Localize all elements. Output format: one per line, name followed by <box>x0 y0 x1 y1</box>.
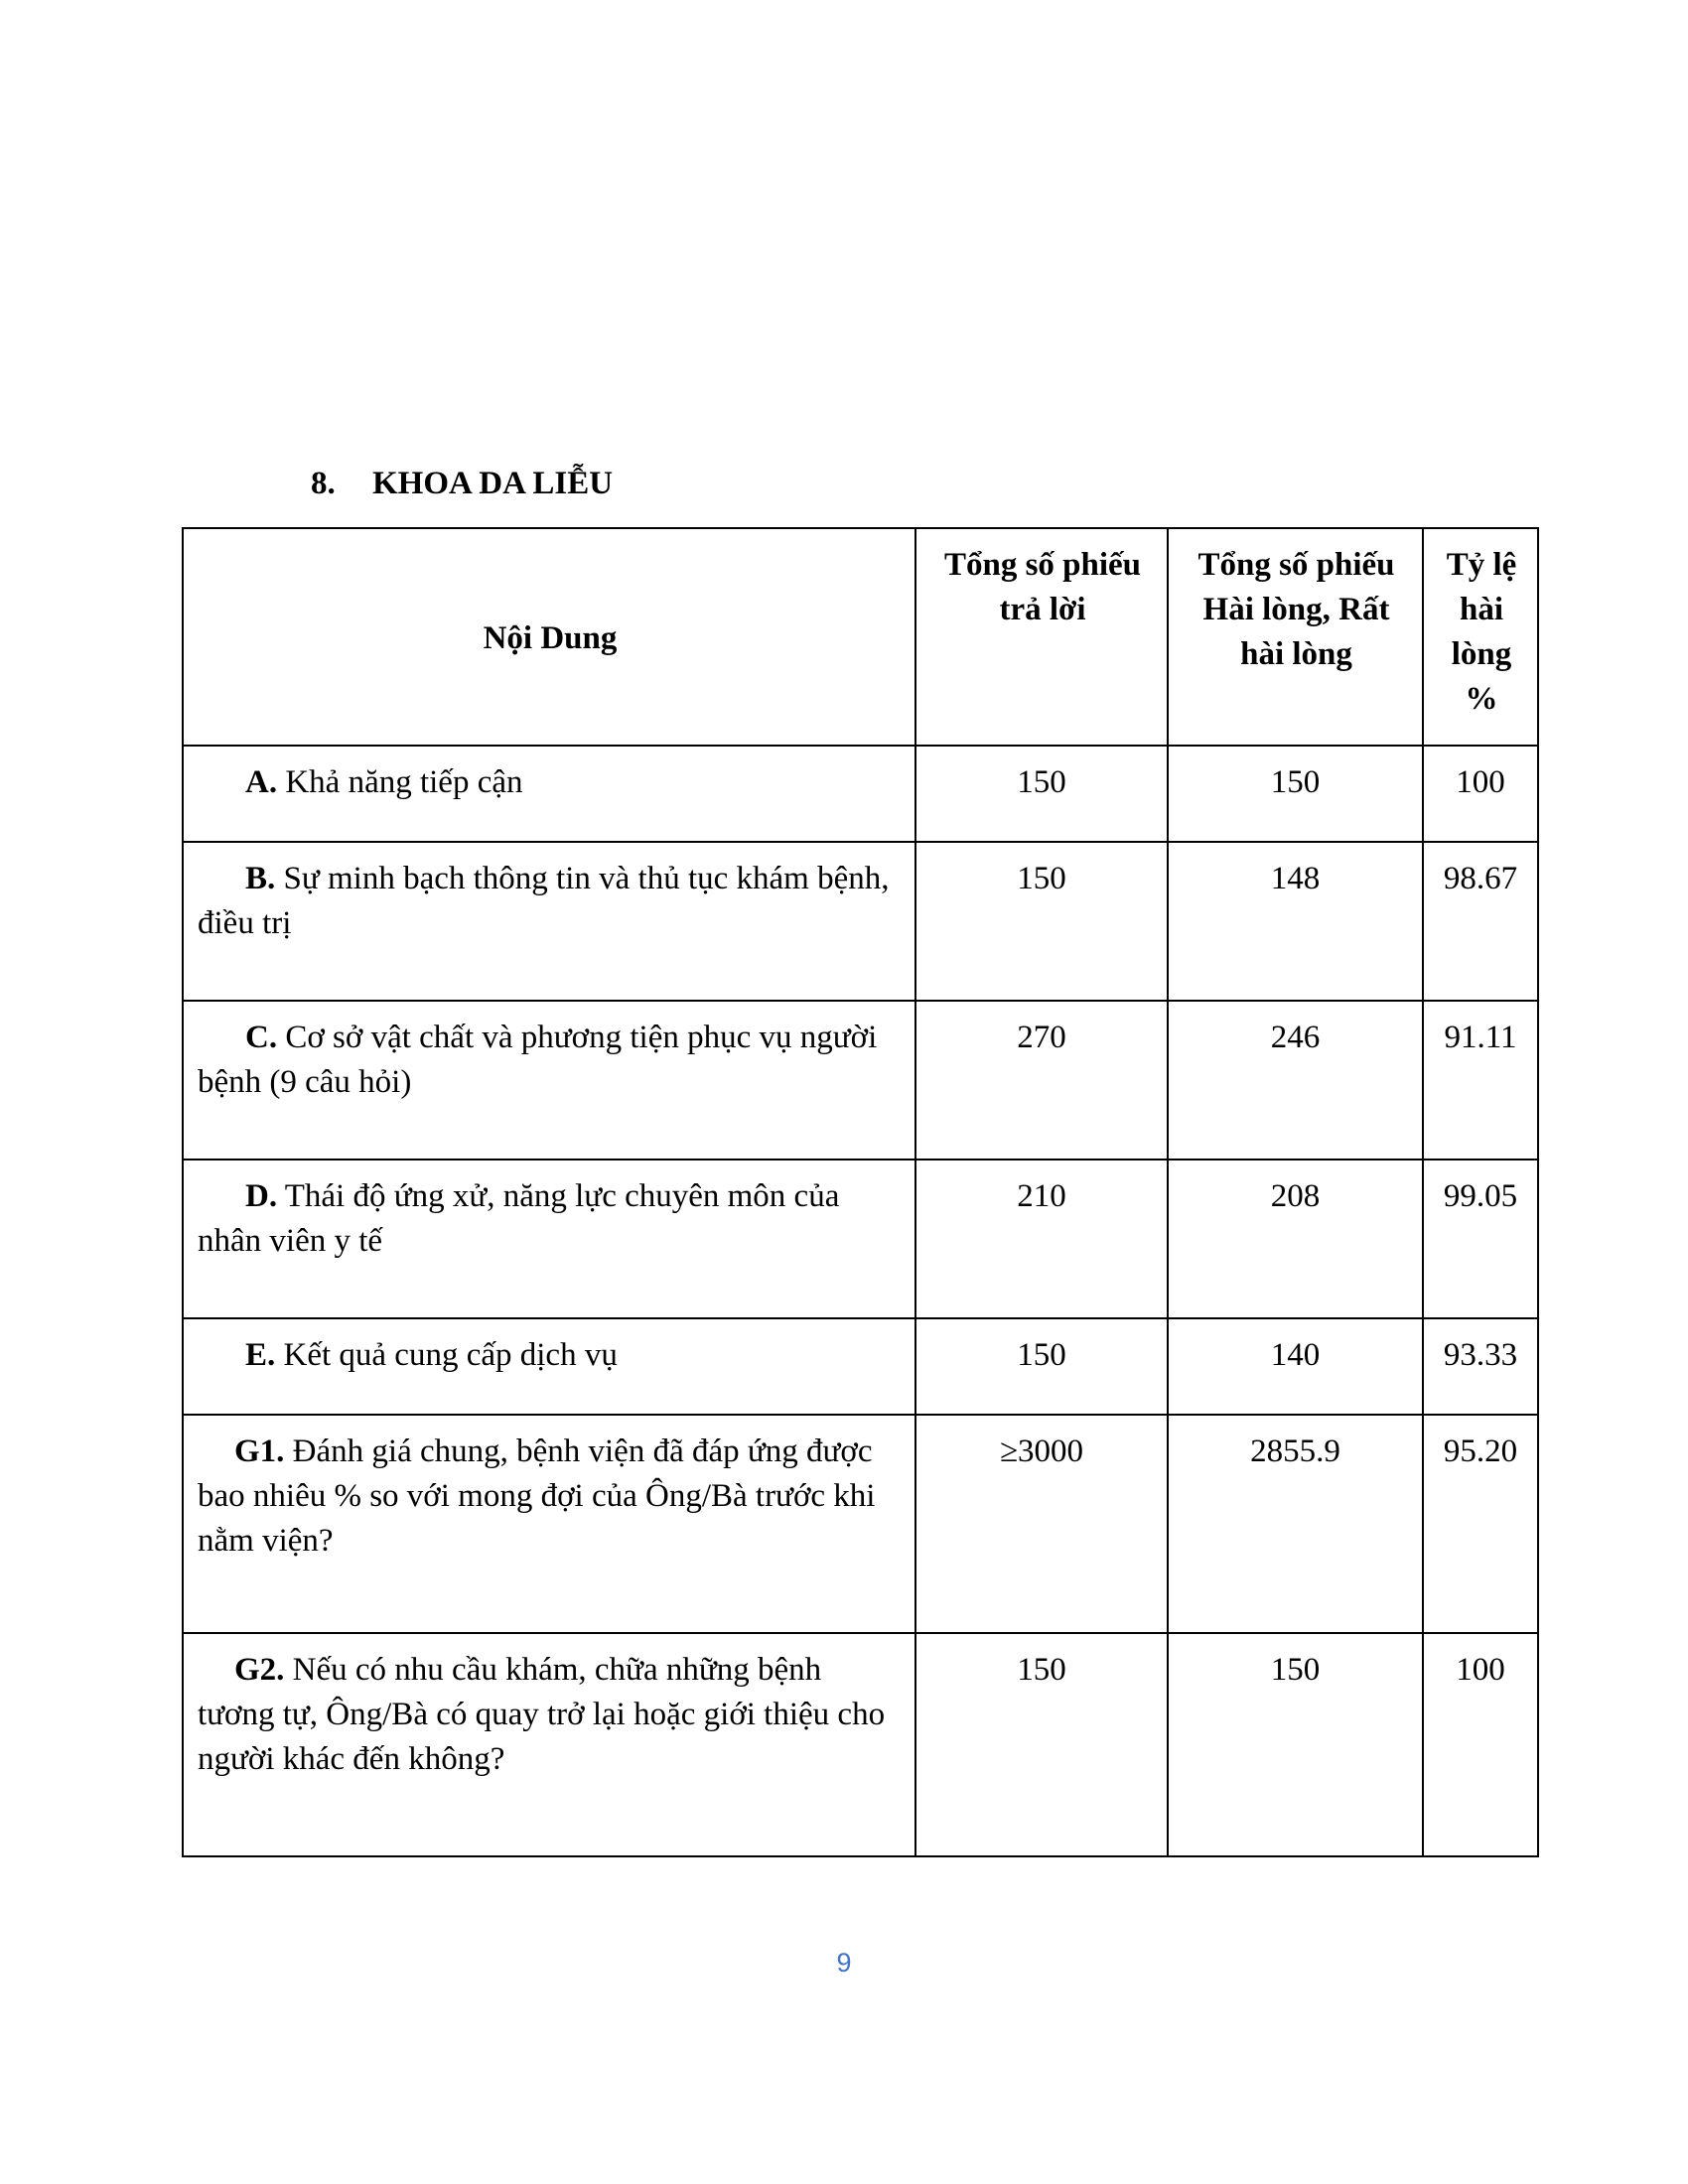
row-rate: 100 <box>1423 1633 1538 1856</box>
row-code: C. <box>245 1020 278 1055</box>
row-code: A. <box>245 764 278 800</box>
row-satisfied: 140 <box>1168 1318 1423 1415</box>
row-rate: 93.33 <box>1423 1318 1538 1415</box>
row-satisfied: 246 <box>1168 1001 1423 1160</box>
row-rate: 100 <box>1423 746 1538 842</box>
table-row <box>183 1160 1538 1318</box>
row-satisfied: 150 <box>1168 1633 1423 1856</box>
row-content <box>183 1415 915 1633</box>
satisfaction-table <box>182 527 1539 1857</box>
page-number: 9 <box>836 1948 852 1978</box>
row-total: 150 <box>915 1633 1168 1856</box>
row-total: 210 <box>915 1160 1168 1318</box>
table-row <box>183 842 1538 1001</box>
row-text: Nếu có nhu cầu khám, chữa những bệnh tương tự, Ông/Bà có quay trở lại hoặc giới thiệu cho người khác đến không? <box>198 1652 886 1777</box>
row-code: G1. <box>234 1433 285 1469</box>
table-row <box>183 746 1538 842</box>
column-header-total-satisfied: Tổng số phiếu Hài lòng, Rất hài lòng <box>1168 528 1423 746</box>
row-satisfied: 150 <box>1168 746 1423 842</box>
row-satisfied: 148 <box>1168 842 1423 1001</box>
row-total: 150 <box>915 1318 1168 1415</box>
row-total: 270 <box>915 1001 1168 1160</box>
column-header-satisfaction-rate: Tỷ lệ hài lòng % <box>1423 528 1538 746</box>
row-total: 150 <box>915 842 1168 1001</box>
section-title: KHOA DA LIỄU <box>372 466 614 501</box>
column-header-content: Nội Dung <box>183 528 915 746</box>
table-row <box>183 1415 1538 1633</box>
row-content <box>183 1001 915 1160</box>
row-text: Thái độ ứng xử, năng lực chuyên môn của nhân viên y tế <box>198 1178 840 1259</box>
row-content <box>183 842 915 1001</box>
table-row <box>183 1001 1538 1160</box>
row-code: G2. <box>234 1652 285 1688</box>
row-rate: 91.11 <box>1423 1001 1538 1160</box>
row-text: Khả năng tiếp cận <box>285 764 523 800</box>
row-satisfied: 208 <box>1168 1160 1423 1318</box>
table-row <box>183 1318 1538 1415</box>
section-number: 8. <box>311 466 336 501</box>
row-text: Đánh giá chung, bệnh viện đã đáp ứng được bao nhiêu % so với mong đợi của Ông/Bà trước khi nằm viện? <box>198 1433 876 1559</box>
row-content <box>183 746 915 842</box>
row-content <box>183 1633 915 1856</box>
row-rate: 99.05 <box>1423 1160 1538 1318</box>
row-total: 150 <box>915 746 1168 842</box>
row-satisfied: 2855.9 <box>1168 1415 1423 1633</box>
row-code: D. <box>245 1178 278 1214</box>
row-content <box>183 1160 915 1318</box>
table-row <box>183 1633 1538 1856</box>
row-code: E. <box>245 1337 276 1373</box>
column-header-total-responses: Tổng số phiếu trả lời <box>915 528 1168 746</box>
row-total: ≥3000 <box>915 1415 1168 1633</box>
row-text: Cơ sở vật chất và phương tiện phục vụ người bệnh (9 câu hỏi) <box>198 1020 878 1100</box>
row-code: B. <box>245 861 276 896</box>
section-heading <box>311 459 613 508</box>
row-text: Sự minh bạch thông tin và thủ tục khám bệnh, điều trị <box>198 861 890 941</box>
row-content <box>183 1318 915 1415</box>
row-text: Kết quả cung cấp dịch vụ <box>283 1337 618 1373</box>
row-rate: 98.67 <box>1423 842 1538 1001</box>
row-rate: 95.20 <box>1423 1415 1538 1633</box>
table-header-row <box>183 528 1538 746</box>
